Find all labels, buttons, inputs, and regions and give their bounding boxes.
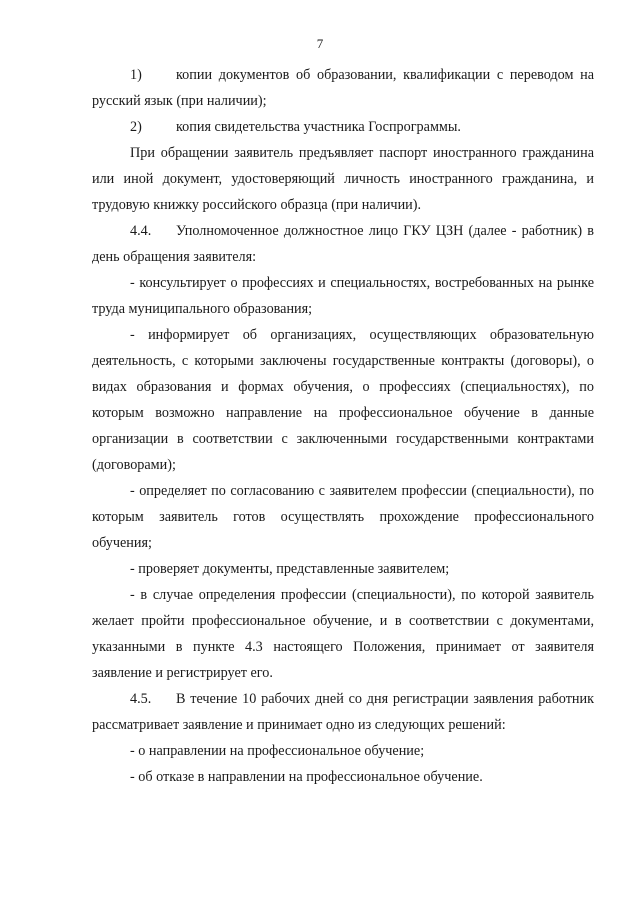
paragraph-text: - проверяет документы, представленные заявителем; bbox=[130, 561, 450, 577]
section-4-5 bbox=[92, 686, 594, 738]
page-number: 7 bbox=[316, 36, 324, 51]
paragraph-text: - определяет по согласованию с заявителем профессии (специальности), по которым заявитель готов осуществлять прохождение профессионального обучения; bbox=[92, 483, 594, 551]
paragraph-text: Уполномоченное должностное лицо ГКУ ЦЗН (далее - работник) в день обращения заявителя: bbox=[92, 223, 594, 265]
list-item-1 bbox=[92, 62, 594, 114]
list-item-2 bbox=[92, 114, 594, 140]
bullet-accepts bbox=[92, 582, 594, 686]
item-number: 1) bbox=[130, 67, 142, 83]
bullet-checks bbox=[92, 556, 594, 582]
item-number: 2) bbox=[130, 119, 142, 135]
section-number: 4.5. bbox=[130, 691, 152, 707]
paragraph-text: копия свидетельства участника Госпрограммы. bbox=[176, 119, 461, 135]
paragraph-text: При обращении заявитель предъявляет паспорт иностранного гражданина или иной документ, удостоверяющий личность иностранного гражданина, и трудовую книжку российского образца (при наличии). bbox=[92, 145, 594, 213]
bullet-refusal bbox=[92, 764, 594, 790]
bullet-informs bbox=[92, 322, 594, 478]
bullet-consults bbox=[92, 270, 594, 322]
paragraph-text: - в случае определения профессии (специальности), по которой заявитель желает пройти профессиональное обучение, и в соответствии с документами, указанными в пункте 4.3 настоящего Положения, принимает от заявителя заявление и регистрирует его. bbox=[92, 587, 594, 681]
section-4-4 bbox=[92, 218, 594, 270]
paragraph-text: - информирует об организациях, осуществляющих образовательную деятельность, с которыми заключены государственные контракты (договоры), о видах образования и формах обучения, о профессиях (специальностях), по которым возможно направление на профессиональное обучение в данные организации в соответствии с заключенными государственными контрактами (договорами); bbox=[92, 327, 594, 473]
section-number: 4.4. bbox=[130, 223, 152, 239]
document-body bbox=[92, 62, 594, 790]
bullet-referral bbox=[92, 738, 594, 764]
paragraph-passport bbox=[92, 140, 594, 218]
bullet-determines bbox=[92, 478, 594, 556]
paragraph-text: - консультирует о профессиях и специальностях, востребованных на рынке труда муниципального образования; bbox=[92, 275, 594, 317]
paragraph-text: В течение 10 рабочих дней со дня регистрации заявления работник рассматривает заявление и принимает одно из следующих решений: bbox=[92, 691, 594, 733]
paragraph-text: - об отказе в направлении на профессиональное обучение. bbox=[130, 769, 483, 785]
paragraph-text: копии документов об образовании, квалификации с переводом на русский язык (при наличии); bbox=[92, 67, 594, 109]
paragraph-text: - о направлении на профессиональное обучение; bbox=[130, 743, 425, 759]
